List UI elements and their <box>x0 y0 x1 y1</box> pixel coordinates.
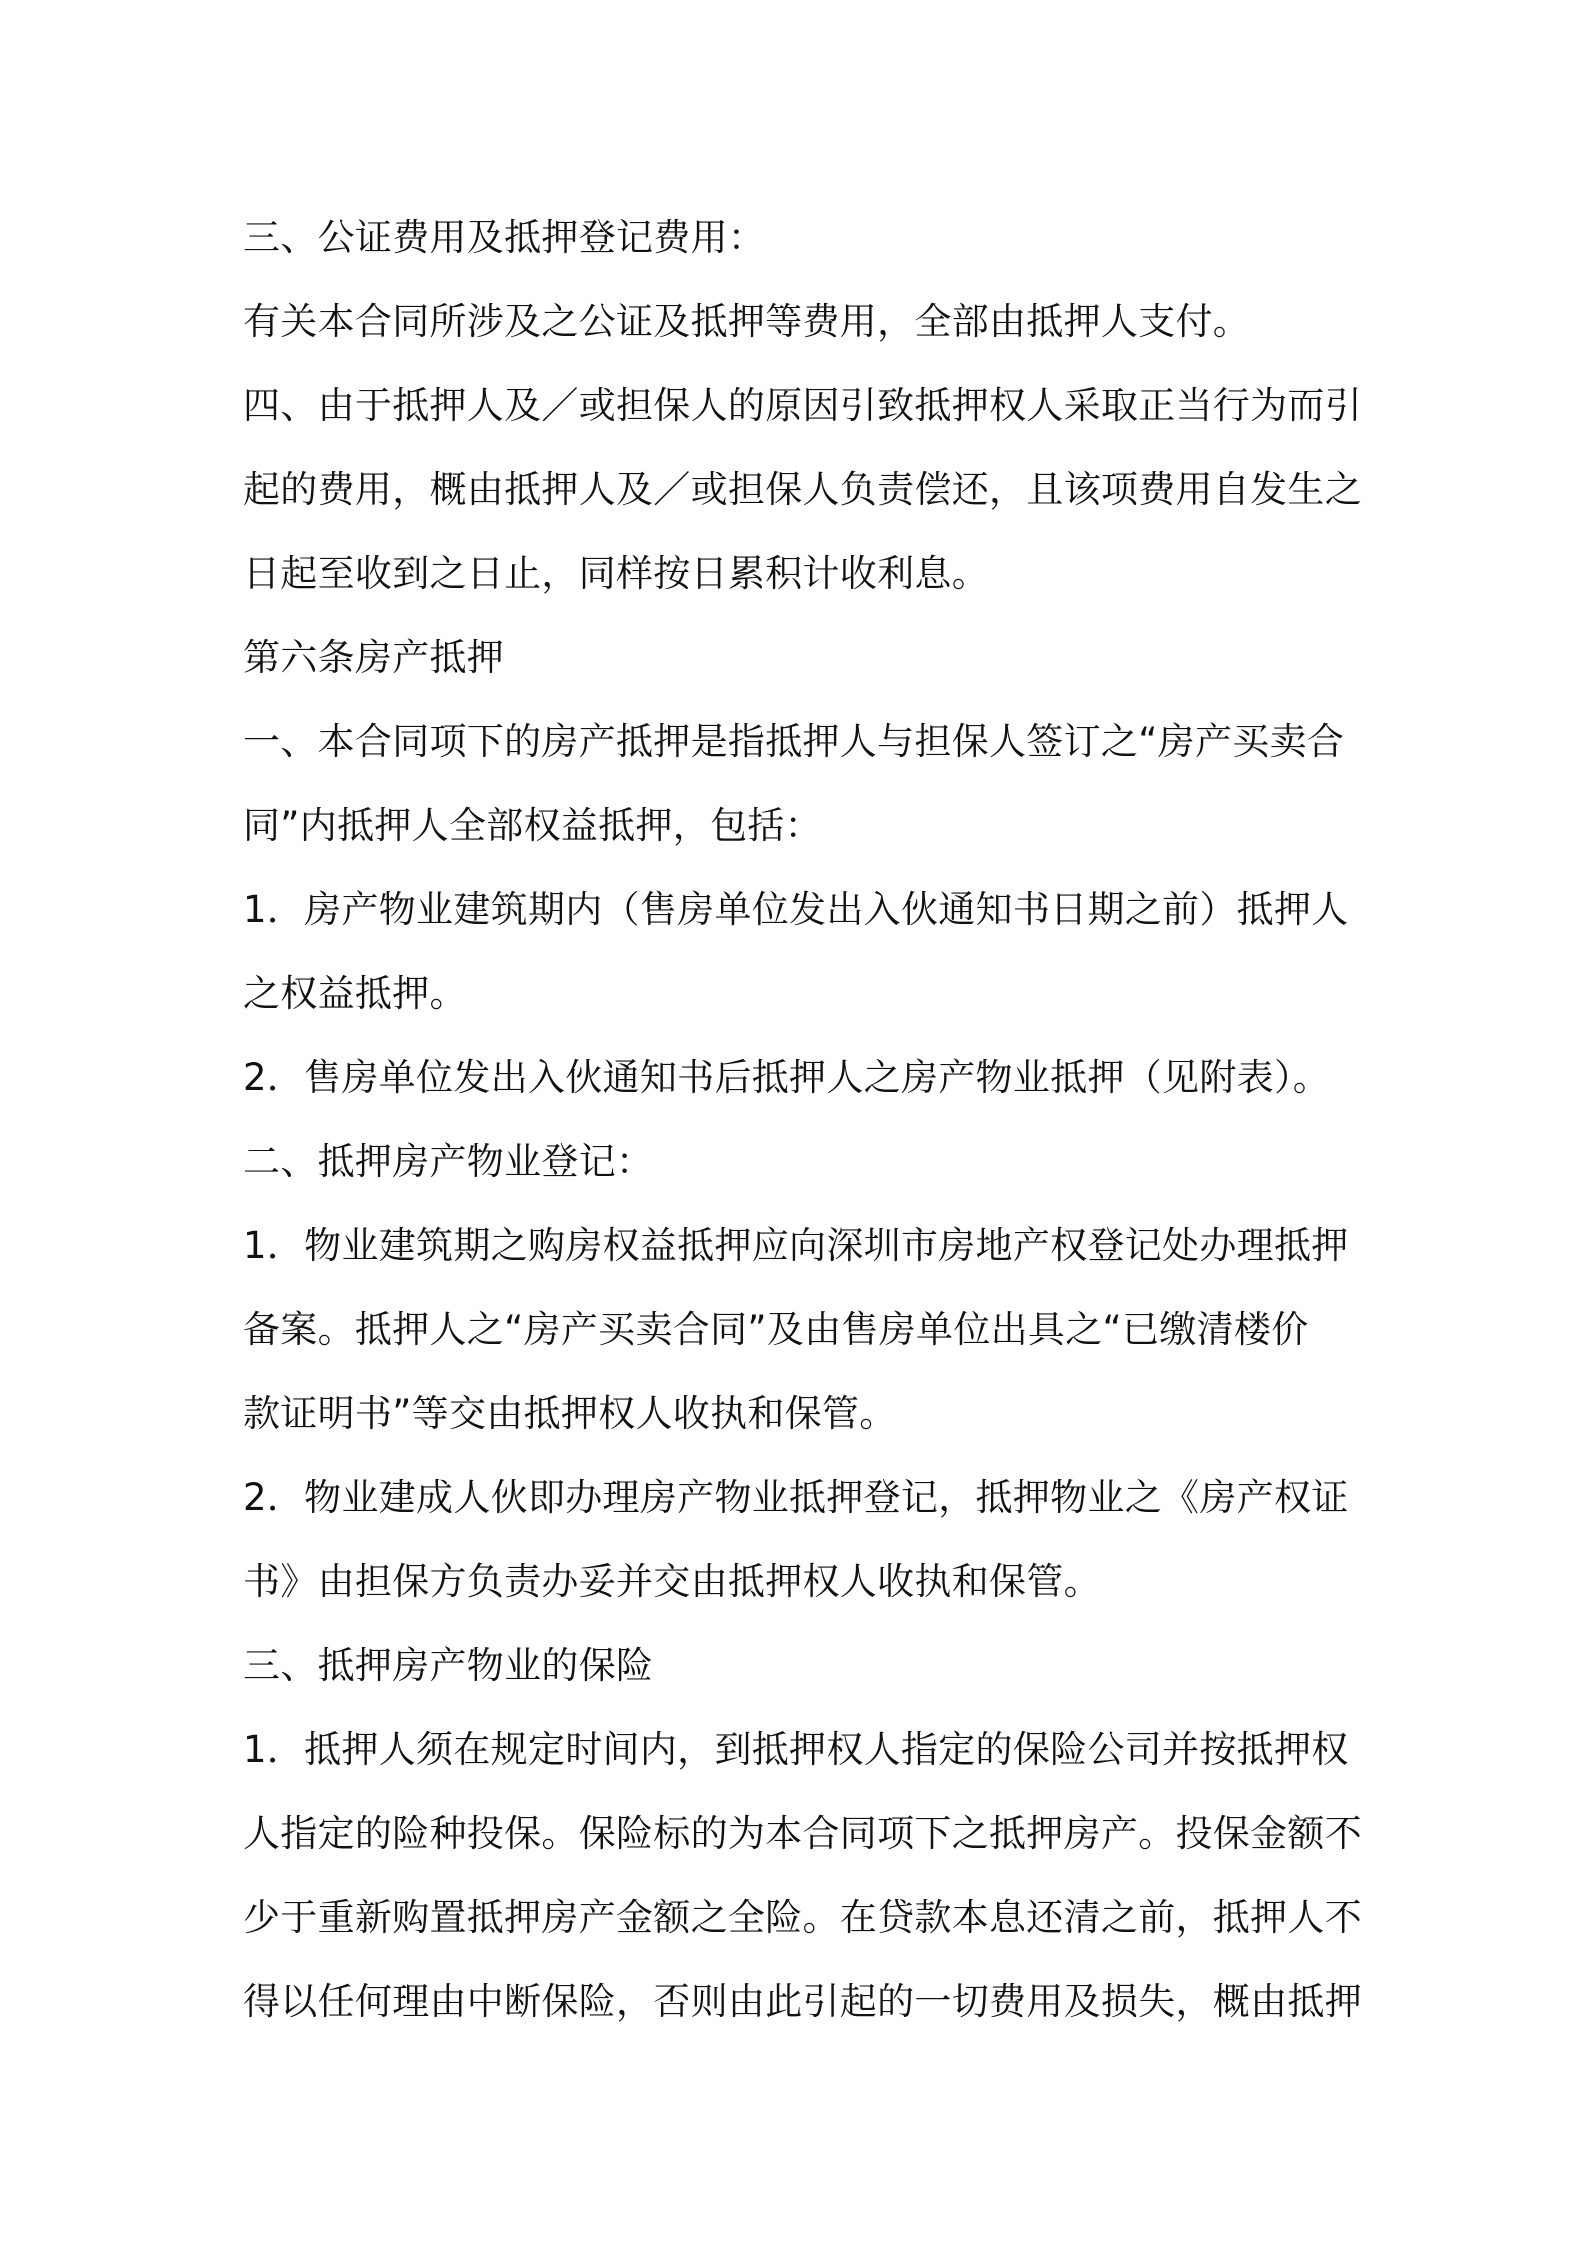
heading-notary-fees: 三、公证费用及抵押登记费用： <box>243 216 766 259</box>
paragraph-line: 四、由于抵押人及／或担保人的原因引致抵押权人采取正当行为而引 <box>243 384 1362 427</box>
list-item-line: 2．售房单位发出入伙通知书后抵押人之房产物业抵押（见附表）。 <box>243 1056 1331 1099</box>
article-heading: 第六条房产抵押 <box>243 636 505 679</box>
document-body <box>243 196 1362 2044</box>
list-item-line: 款证明书”等交由抵押权人收执和保管。 <box>243 1392 897 1435</box>
paragraph-line: 起的费用，概由抵押人及／或担保人负责偿还，且该项费用自发生之 <box>243 468 1362 511</box>
list-item-line: 2．物业建成人伙即办理房产物业抵押登记，抵押物业之《房产权证 <box>243 1476 1349 1519</box>
list-item-line: 之权益抵押。 <box>243 972 467 1015</box>
list-item-line: 人指定的险种投保。保险标的为本合同项下之抵押房产。投保金额不 <box>243 1812 1362 1855</box>
list-item-line: 少于重新购置抵押房产金额之全险。在贷款本息还清之前，抵押人不 <box>243 1896 1362 1939</box>
section-heading: 二、抵押房产物业登记： <box>243 1140 654 1183</box>
section-heading: 三、抵押房产物业的保险 <box>243 1644 654 1687</box>
list-item-line: 得以任何理由中断保险，否则由此引起的一切费用及损失，概由抵押 <box>243 1980 1362 2023</box>
paragraph-line: 同”内抵押人全部权益抵押，包括： <box>243 804 822 847</box>
paragraph-line: 一、本合同项下的房产抵押是指抵押人与担保人签订之“房产买卖合 <box>243 720 1345 763</box>
list-item-line: 备案。抵押人之“房产买卖合同”及由售房单位出具之“已缴清楼价 <box>243 1308 1309 1351</box>
list-item-line: 1．房产物业建筑期内（售房单位发出入伙通知书日期之前）抵押人 <box>243 888 1349 931</box>
paragraph-line: 有关本合同所涉及之公证及抵押等费用，全部由抵押人支付。 <box>243 300 1251 343</box>
list-item-line: 书》由担保方负责办妥并交由抵押权人收执和保管。 <box>243 1560 1101 1603</box>
paragraph-line: 日起至收到之日止，同样按日累积计收利息。 <box>243 552 989 595</box>
list-item-line: 1．物业建筑期之购房权益抵押应向深圳市房地产权登记处办理抵押 <box>243 1224 1349 1267</box>
list-item-line: 1．抵押人须在规定时间内，到抵押权人指定的保险公司并按抵押权 <box>243 1728 1349 1771</box>
